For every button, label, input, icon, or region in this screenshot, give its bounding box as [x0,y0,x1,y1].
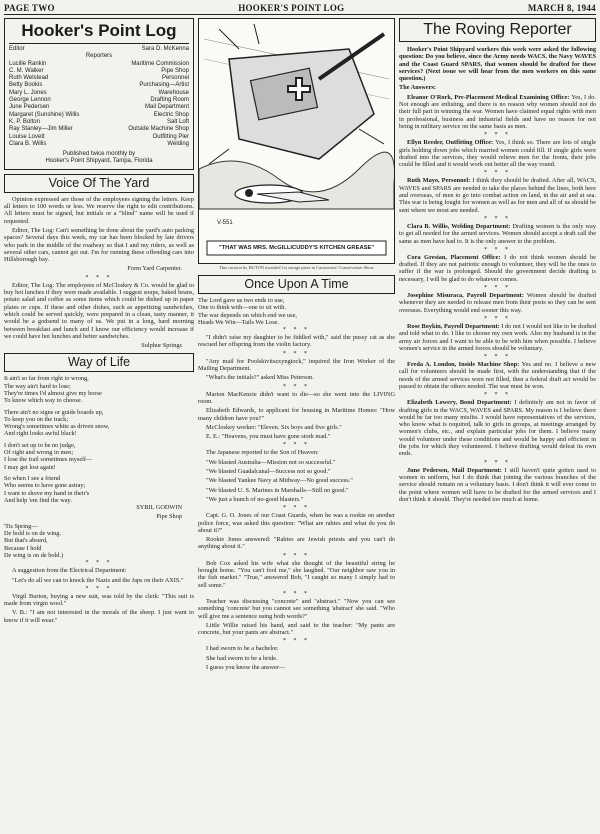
staff-row [9,75,189,82]
answer-paragraph [399,94,596,130]
separator-stars: * * * [283,590,310,597]
vb-reply: V. B.: "I am not interested in the morals of the sheep. I just want to know if it will wear." [4,609,194,624]
spring-line: 'Tis Spring— [4,522,38,530]
answer-paragraph [399,139,596,168]
spring-line: De wing is on de bold.) [4,551,64,559]
separator-stars: * * * [484,392,511,399]
column-right [399,18,596,505]
staff-name: Ray Stanley—Jim Miller [9,126,73,133]
joke-paragraph: Rookie Jones answered: "Rabies are Jewish priests and you can't do anything about it." [198,536,395,551]
staff-dept: Mail Department [144,104,189,111]
answer-respondent: Ellyn Reeder, Outfitting Office: [407,139,496,147]
poem-line: Of right and wrong in men; [4,449,74,457]
separator-stars: * * * [484,285,511,292]
page-header [4,2,596,15]
issue-date: MARCH 8, 1944 [527,3,596,13]
spring-line: But that's absurd, [4,537,48,545]
staff-dept: Outside Machine Shop [128,126,189,133]
answer-paragraph [399,177,596,213]
staff-row [9,119,189,126]
joke-paragraph: "Any mail for Poolskivitszxyngtock," inquired the Iron Worker of the Mailing Department. [198,357,395,373]
answer-paragraph [399,323,596,352]
staff-dept: Drafting Room [150,97,189,104]
staff-name: Ruth Welstead [9,75,49,82]
separator-stars: * * * [484,315,511,322]
poem-line: I want to shove my hand in their's [4,489,90,497]
poem-line: I don't set up to be no judge, [4,441,76,449]
roving-question: Hooker's Point Shipyard workers this week were asked the following question: Do you believe, since the Army needs WACS, the Navy WAVES and the Coast Guard SPARS, that women should be drafted for these services? (Next issue we will hear from the men workers on this same question.) [399,46,596,83]
staff-row [9,61,189,68]
spring-line: Because I hold [4,544,42,552]
cartoon-illustration [199,19,394,263]
separator-stars: * * * [283,552,310,559]
answers-label: The Answers: [399,84,436,92]
answer-text: Yes, I do. Not enough are enlisting, and there is no reason why women should not do their full part in winning the war. Women have claimed equal rights with men in professional, business and industrial fields and have no reason for not being in military service on the same basis as men. [399,93,596,130]
staff-name: Betty Bookis [9,82,43,89]
staff-dept: Welding [167,140,189,147]
voice-letter-2: Editor, The Log: The employees of McCloskey & Co. would be glad to buy hot lunches if they were made available. I suggest soups, baked beans, potato salad and coffee as some items which could be dished up in paper plates or cups. If these and other dishes, such as appetizing sandwiches, which could be served quickly, were prepared in a clean, tasty manner, it would be a godsend to many of us. We put in a long, hard morning between breakfast and lunch and I know our efficiency would increase if we could have hot lunches and better sandwiches. [4,281,194,340]
staff-dept: Maritime Commission [131,60,189,67]
staff-name: June Pedersen [9,104,50,111]
poem-author-dept: Pipe Shop [156,513,182,521]
separator-stars: * * * [85,560,113,567]
staff-name: George Lennon [9,97,51,104]
separator-stars: * * * [283,327,310,334]
staff-dept: Purchasing—Artist [139,82,189,89]
poem-line: To know which way to choose. [4,397,83,405]
voice-letter-1: Editor, The Log: Can't something be done about the yard's auto parking spaces? Several days this week, my car has been blocked by late drivers who park in the middle of the roadway so that I and my riders, as well as several other cars, cannot get out. I'm for running these offending cars into Hillsborough bay. [4,226,194,264]
answer-text: I think they should be drafted. After all, WACS, WAVES and SPARS are needed to take the places behind the lines, both here and overseas, of men to go into combat action on land, in the air and at sea. This war is being fought for women as well as for men and all of us should be sent where we most are needed. [399,177,597,214]
separator-stars: * * * [283,350,310,357]
joke-paragraph: Capt. G. O. Jones of our Coast Guards, when he was a rookie on another police force, was asked this question: "What are rabies and what do you do about it?" [198,512,395,534]
answer-respondent: Ruth Mayo, Personnel: [407,177,473,185]
masthead-title: Hooker's Point Log [21,21,177,40]
virgil-anecdote: Virgil Burton, buying a new suit, was told by the clerk: "This suit is made from virgin wool." [4,592,194,608]
joke-paragraph: Little Willie raised his hand, and said to the teacher: "My pants are concrete, but your pants are abstract." [198,621,395,637]
publisher-line-2: Hooker's Point Shipyard, Tampa, Florida [45,158,153,165]
answer-text: Yes and no. I believe a new call for volunteers should be made first, with the understanding that if the needs of the armed services were not filled, then a federal draft act would be passed to obtain the others needed. The war must be won. [399,361,597,390]
staff-name: C. M. Walker [9,67,44,74]
voice-intro: Opinion expressed are those of the employees signing the letters. Keep all letters to 100 words or less. We reserve the right to edit contributions. All letters must be signed, but initials or a "blind" name will be used if requested. [4,195,194,225]
answer-respondent: Rose Boykin, Payroll Department: [407,322,502,330]
poem-line: They're times I'd almost give my horse [4,389,102,397]
joke-paragraph: I guess you know the answer— [206,663,286,671]
separator-stars: * * * [283,442,310,449]
once-verse [198,297,395,326]
answer-respondent: Elizabeth Lowery, Bond Department: [407,399,515,407]
separator-stars: * * * [283,505,310,512]
joke-paragraph: Bob Cox asked his wife what she thought of the beautiful string he brought home. "You can't fool me," she laughed. "Our neighbor saw you in the fish market." "True," answered Bob, "I caught so many I simply had to sell some." [198,559,395,589]
column-left [4,18,194,626]
answer-text: I do not think women should be drafted. If they are not patriotic enough to volunteer, they will be the ones to suffer if the war is prolonged. Should the government decide drafting is necessary, I will be glad to do whatever comes. [399,253,596,283]
voice-title: Voice Of The Yard [4,174,194,193]
staff-dept: Personnel [161,75,189,82]
staff-name: Lucille Rankin [9,60,47,67]
separator-stars: * * * [283,638,310,645]
poem-author: SYBIL GODWIN [136,504,182,512]
staff-row [9,112,189,119]
staff-row [9,68,189,75]
poem-line: There ain't no signs or guide boards up, [4,408,104,416]
staff-row [9,141,189,148]
joke-paragraph: She had sworn to be a bride. [206,654,278,662]
staff-row [9,97,189,104]
separator-stars: * * * [484,215,511,222]
answer-respondent: Cora Gresian, Placement Office: [407,253,505,261]
once-title: Once Upon A Time [198,275,395,294]
poem-line: Wrong's sometimes white as driven snow, [4,423,110,431]
staff-row [9,134,189,141]
nazis-quote: "Let's do all we can to knock the Nazis and the Japs on their AXIS." [12,576,184,584]
joke-paragraph: Teacher was discussing "concrete" and "abstract." "Now you can see something 'concrete' but you cannot see something 'abstract' she said. "Who will give me a sentence using both words?" [198,597,395,620]
answer-respondent: Clara B. Willis, Welding Department: [407,222,513,230]
answer-paragraph [399,467,596,503]
answer-text: I do not I would not like to be drafted and told what to do. I like to choose my own work. Also my husband is in the army air forces and I want to be able to be with him when possible. I believe women's service in the armed forces should be voluntary. [399,322,597,352]
column-middle [198,18,395,673]
spring-line: De bold is on de wing. [4,530,62,538]
way-poem [4,375,194,504]
answer-respondent: June Pedersen, Mail Department: [407,466,505,474]
voice-signature-1: Form Yard Carpenter. [127,265,182,273]
poem-line: And help 'em find the way. [4,496,72,504]
staff-dept: Pipe Shop [161,67,189,74]
joke-paragraph: McCloskey worker: "Eleven. Six boys and five girls." [206,423,342,431]
answer-paragraph [399,254,596,283]
staff-dept: Warehouse [158,89,189,96]
joke-paragraph: "We blasted U. S. Marines in Marshalls—Still no good." [206,486,349,494]
answer-text: Drafting women is the only way to get all needed for the armed services. Women should accept a draft call the same as men have had to. It is the only answer to the problem. [399,222,596,245]
way-title: Way of Life [4,353,194,372]
poem-line: I may get lost again! [4,463,56,471]
joke-paragraph: I had sworn to be a bachelor. [206,645,279,653]
answer-text: Women should be drafted whenever they are needed to release men from their posts so they can be sent overseas. Everything would end sooner this way. [399,292,597,314]
poem-line: I lose the trail sometimes myself— [4,456,93,464]
separator-stars: * * * [283,383,310,390]
answers-list [399,94,596,503]
war-cartoon [198,18,395,264]
staff-name: Margaret (Sunshine) Willis [9,111,80,118]
answer-respondent: Josephine Misuraca, Payroll Department: [407,292,527,300]
separator-stars: * * * [484,354,511,361]
editor-row: Editor Sara D. McKenna [9,46,189,52]
voice-signature-2: Sulphur Springs [141,342,182,350]
separator-stars: * * * [484,132,511,139]
staff-dept: Salt Loft [166,118,189,125]
separator-stars: * * * [85,585,113,592]
answer-paragraph [399,223,596,245]
poem-line: So when I see a friend [4,474,61,482]
answer-text: I still haven't quite gotten used to women in uniform, but I do think that joining the various branches of the service should remain on a voluntary basis. I don't think it will ever come to the point where women will have to be drafted for the armed services and I don't think it should. They're needed too much at home. [399,466,596,503]
publisher-line-1: Published twice monthly by [62,151,136,158]
joke-paragraph: The Japanese reported to the Son of Heaven: [206,449,319,457]
answer-paragraph [399,399,596,457]
once-items [198,334,395,671]
joke-paragraph: "I didn't raise my daughter to be fiddled with," said the pussy cat as she rescued her offspring from the violin factory. [198,334,395,349]
staff-dept: Electric Shop [153,111,189,118]
staff-name: Louise Lovett [9,133,45,140]
spring-verse [4,523,194,559]
joke-paragraph: "We blasted Guadalcanal—Success not so good." [206,468,331,476]
separator-stars: * * * [484,170,511,177]
answer-respondent: Eleanor O'Rork, Pre-Placement Medical Examining Office: [407,93,572,101]
cartoon-caption: "THAT WAS MRS. McGILLICUDDY'S KITCHEN GREASE" [218,245,375,251]
answer-text: I definitely am not in favor of drafting girls in the WACS, WAVES and SPARS. My reason is I believe there would be far too many misfits. I would have representatives of the services, who know what is required, talk to girls in groups, at meetings arranged by women's clubs, etc., and explain particular jobs for them. I believe many would volunteer under these conditions and would be happy and efficient in the jobs for which they volunteered. I believe drafting would defeat its own ends. [399,399,596,458]
cartoon-credit: This cartoon by HUTON awarded 1st savage prize in Cartoonists' Conservation Show [219,265,374,270]
reporters-label: Reporters [85,53,113,60]
separator-stars: * * * [484,459,511,466]
answer-paragraph [399,292,596,314]
answer-paragraph [399,361,596,390]
plane-label: V-551 [217,220,233,226]
separator-stars: * * * [85,274,113,281]
staff-name: Mary L. Jones [9,89,47,96]
verse-line: Heads We Win—Tails We Lose. [198,318,280,326]
joke-paragraph: Elizabeth Edwards, to applicant for housing in Maritime Homes: "How many children have you?" [198,407,395,422]
joke-paragraph: Marion MacKenzie didn't want to die—so she went into the LIVING room. [198,390,395,405]
joke-paragraph: "We just a bunch of no-good blasters." [206,495,304,503]
joke-paragraph: "What's the initials?" asked Miss Peterson. [206,374,314,382]
paper-name: HOOKER'S POINT LOG [238,3,345,13]
verse-line: The war depends on which end we use, [198,311,297,319]
staff-dept: Outfitting Pier [152,133,189,140]
poem-line: The way ain't hard to lose; [4,382,71,390]
poem-line: It ain't so far from right to wrong, [4,375,89,383]
masthead [4,18,194,170]
answer-respondent: Freda A. London, Inside Machine Shop: [407,361,522,369]
page-number: PAGE TWO [4,3,55,13]
staff-name: Clara B. Willis [9,140,47,147]
separator-stars: * * * [484,246,511,253]
staff-row [9,90,189,97]
staff-name: K. P. Bolton [9,118,40,125]
verse-line: One to think with—one to sit with. [198,304,286,312]
electric-suggestion: A suggestion from the Electrical Department: [12,567,127,575]
poem-line: Who seems to have gone astray; [4,482,86,490]
answer-text: Yes, I think so. There are lots of single girls holding down jobs which married women could fill. If single girls were drafted into the services, they would relieve men for the fronts, their jobs could be filled and it would work out better all the way round. [399,139,597,169]
poem-line: And right looks awful black! [4,430,77,438]
joke-paragraph: "We blasted Yankee Navy at Midway—No good success." [206,477,353,485]
verse-line: The Lord gave us two ends to use, [198,297,285,304]
roving-title: The Roving Reporter [399,18,596,42]
poem-line: To keep you on the track; [4,415,69,423]
staff-list [9,61,189,149]
staff-row [9,82,189,89]
joke-paragraph: "We blasted Australia—Mission not so successful." [206,458,336,466]
staff-row [9,126,189,133]
staff-row [9,104,189,111]
joke-paragraph: E. E.: "Heavens, you must have gone stork mad." [206,433,331,441]
